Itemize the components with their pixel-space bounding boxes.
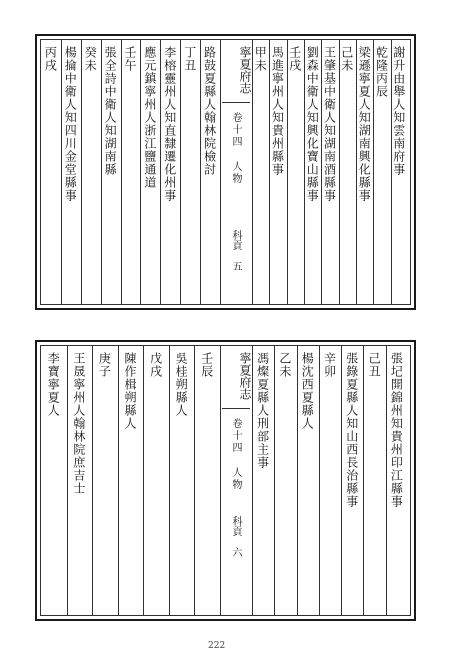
footer-page-number: 222 xyxy=(208,641,226,651)
column-rule xyxy=(363,346,364,615)
text-column: 張圮開錦州知貴州印江縣事 xyxy=(389,352,404,508)
text-column: 張錄夏縣人知山西長治縣事 xyxy=(344,352,359,508)
text-column: 王肇基中衛人知湖南酒縣事 xyxy=(322,46,337,202)
text-column: 丁丑 xyxy=(182,46,197,72)
column-rule xyxy=(200,40,201,304)
text-column: 己丑 xyxy=(367,352,382,378)
text-column: 己未 xyxy=(339,46,354,72)
text-column: 梁遜寧夏人知湖南興化縣事 xyxy=(357,46,372,202)
text-column: 庚子 xyxy=(97,352,112,378)
column-rule xyxy=(341,346,342,615)
column-rule xyxy=(252,40,253,304)
text-column: 壬午 xyxy=(123,46,137,72)
text-column: 李寶寧夏人 xyxy=(46,352,61,417)
upper-fishtail-mark xyxy=(222,102,250,103)
text-column: 戊戌 xyxy=(148,352,163,378)
text-column: 壬戌 xyxy=(287,46,302,72)
column-rule xyxy=(101,40,102,304)
text-column: 應元鎮寧州人浙江鹽通道 xyxy=(142,46,157,189)
column-rule xyxy=(140,40,141,304)
column-rule xyxy=(67,346,68,615)
column-rule xyxy=(118,346,119,615)
text-column: 辛卯 xyxy=(322,352,337,378)
column-rule xyxy=(194,346,195,615)
column-rule xyxy=(81,40,82,304)
upper-leaf-book-title: 寧夏府志 xyxy=(238,46,252,94)
column-rule xyxy=(319,346,320,615)
text-column: 乾隆丙辰 xyxy=(374,46,389,98)
text-column: 馬進寧州人知貴州縣事 xyxy=(270,46,285,176)
text-column: 劉森中衛人知興化寶山縣事 xyxy=(305,46,320,202)
text-column: 楊掄中衛人知四川金堂縣事 xyxy=(63,46,78,202)
lower-leaf-spine xyxy=(220,346,252,615)
text-column: 乙未 xyxy=(277,352,292,378)
text-column: 丙戌 xyxy=(43,46,58,72)
text-column: 路鼓夏縣人翰林院檢討 xyxy=(202,46,217,176)
upper-leaf-spine xyxy=(220,40,252,304)
text-column: 吳桂朔縣人 xyxy=(174,352,189,417)
text-column: 王晟寧州人翰林院庶吉士 xyxy=(71,352,86,495)
column-rule xyxy=(297,346,298,615)
text-column: 癸未 xyxy=(83,46,98,72)
column-rule xyxy=(92,346,93,615)
upper-chapter-label: 卷十四 人物 xyxy=(230,112,241,185)
lower-leaf-frame xyxy=(40,345,411,616)
upper-leaf xyxy=(35,34,416,310)
column-rule xyxy=(386,346,387,615)
text-column: 謝升由舉人知雲南府事 xyxy=(391,46,406,176)
lower-chapter-label: 卷十四 人物 xyxy=(230,418,241,491)
column-rule xyxy=(252,346,253,615)
column-rule xyxy=(160,40,161,304)
text-column: 張全詩中衛人知湖南縣 xyxy=(103,46,118,176)
text-column: 馮燦夏縣人刑部主事 xyxy=(255,352,270,469)
column-rule xyxy=(169,346,170,615)
column-rule xyxy=(274,346,275,615)
lower-page-label: 科貢 六 xyxy=(230,516,241,557)
column-rule xyxy=(61,40,62,304)
column-rule xyxy=(180,40,181,304)
column-rule xyxy=(339,40,340,304)
text-column: 李榕靈州人知直隸遷化州事 xyxy=(162,46,177,202)
lower-leaf xyxy=(35,340,416,621)
upper-page-label: 科貢 五 xyxy=(230,230,241,271)
text-column: 陳作楫朔縣人 xyxy=(123,352,137,430)
upper-leaf-frame xyxy=(40,39,411,305)
lower-leaf-book-title: 寧夏府志 xyxy=(238,352,252,400)
text-column: 甲未 xyxy=(253,46,268,72)
column-rule xyxy=(121,40,122,304)
column-rule xyxy=(287,40,288,304)
lower-fishtail-mark xyxy=(222,408,250,409)
column-rule xyxy=(143,346,144,615)
text-column: 楊沈西夏縣人 xyxy=(300,352,315,430)
text-column: 壬辰 xyxy=(199,352,214,378)
